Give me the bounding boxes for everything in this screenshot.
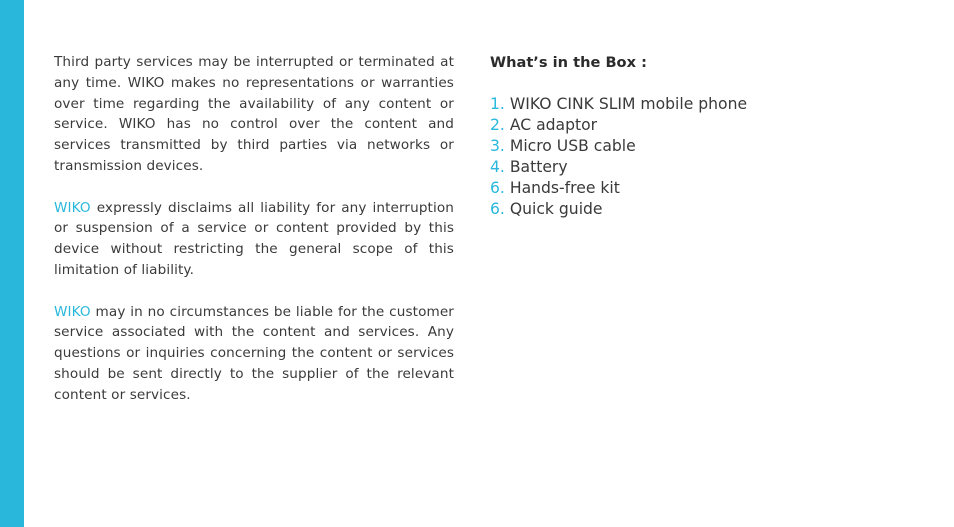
box-contents-title: What’s in the Box : <box>490 54 647 71</box>
list-item <box>490 178 910 199</box>
item-label: Hands-free kit <box>509 179 620 197</box>
item-label: Micro USB cable <box>509 137 636 155</box>
list-item <box>490 199 910 220</box>
accent-side-bar <box>0 0 24 527</box>
disclaimer-column <box>54 52 454 426</box>
item-number: 3. <box>490 137 505 155</box>
item-label: AC adaptor <box>509 116 598 134</box>
item-number: 1. <box>490 95 505 113</box>
item-number: 6. <box>490 179 505 197</box>
customer-service-text: may in no circumstances be liable for the customer service associated with the content and services. Any questions or inquiries concerning the content or services should be sent directly to the supplier of the relevant content or services. <box>54 303 454 403</box>
item-label: Quick guide <box>509 200 603 218</box>
brand-name: WIKO <box>54 199 91 216</box>
third-party-paragraph: Third party services may be interrupted or terminated at any time. WIKO makes no representations or warranties over time regarding the availability of any content or service. WIKO has no control over the content and services transmitted by third parties via networks or transmission devices. <box>54 54 454 174</box>
liability-text: expressly disclaims all liability for any interruption or suspension of a service or content provided by this device without restricting the general scope of this limitation of liability. <box>54 199 454 278</box>
list-item <box>490 115 910 136</box>
item-number: 2. <box>490 116 505 134</box>
box-contents-column <box>490 52 910 220</box>
item-number: 6. <box>490 200 505 218</box>
list-item <box>490 157 910 178</box>
item-label: WIKO CINK SLIM mobile phone <box>509 95 748 113</box>
item-number: 4. <box>490 158 505 176</box>
box-contents-list <box>490 94 910 220</box>
list-item <box>490 94 910 115</box>
item-label: Battery <box>509 158 568 176</box>
liability-paragraph <box>54 198 454 281</box>
brand-name: WIKO <box>54 303 91 320</box>
customer-service-paragraph <box>54 302 454 406</box>
list-item <box>490 136 910 157</box>
